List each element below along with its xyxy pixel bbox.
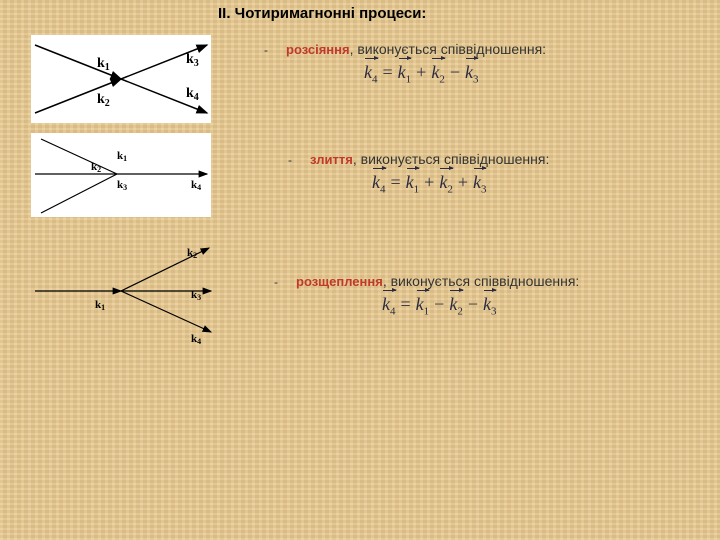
formula-op: − <box>434 294 445 314</box>
scattering-diagram <box>31 35 211 123</box>
vector-k4: $k_4$ <box>382 294 396 318</box>
formula-op: + <box>424 172 435 192</box>
label-k4: k4 <box>191 179 202 192</box>
slide-title: II. Чотиримагнонні процеси: <box>218 5 427 22</box>
vector-k3: $k_3$ <box>472 172 487 196</box>
vector-k4: $k_4$ <box>372 172 386 196</box>
vector-k2: $k_2$ <box>449 294 463 318</box>
list-dash: - <box>288 153 292 167</box>
label-k1: $k_1$ <box>97 56 110 73</box>
formula-op: + <box>457 172 468 192</box>
label-k2: $k_2$ <box>97 92 110 109</box>
formula-eq: = <box>400 294 411 314</box>
list-dash: - <box>274 275 278 289</box>
label-k2: k2 <box>187 247 198 260</box>
formula-splitting <box>382 294 496 318</box>
formula-op: + <box>416 62 427 82</box>
vector-k4: $k_4$ <box>364 62 378 86</box>
vector-k3: $k_3$ <box>464 62 479 86</box>
label-k3: k3 <box>191 289 202 302</box>
formula-merging <box>372 172 486 196</box>
splitting-diagram-svg <box>31 236 221 348</box>
scattering-diagram-svg <box>31 35 211 123</box>
label-k3: k3 <box>117 179 128 192</box>
list-dash: - <box>264 43 268 57</box>
vector-k1: $k_1$ <box>405 172 420 196</box>
formula-op: − <box>449 62 460 82</box>
vector-k3: $k_3$ <box>482 294 497 318</box>
label-k1: k1 <box>95 299 106 312</box>
wave-k3-line <box>41 174 117 213</box>
process-term: розщеплення <box>296 274 383 289</box>
process-description: , виконується співвідношення: <box>352 151 550 167</box>
process-scattering <box>264 41 546 59</box>
process-description: , виконується співвідношення: <box>382 273 580 289</box>
wave-k1-line <box>41 139 117 174</box>
label-k1: k1 <box>117 150 128 163</box>
vector-k1: $k_1$ <box>415 294 430 318</box>
merging-diagram-svg <box>31 133 211 217</box>
label-k2: k2 <box>91 161 102 174</box>
process-term: розсіяння <box>286 42 350 57</box>
formula-op: − <box>467 294 478 314</box>
merging-diagram <box>31 133 211 217</box>
formula-eq: = <box>390 172 401 192</box>
vector-k1: $k_1$ <box>397 62 412 86</box>
label-k4: k4 <box>191 333 202 346</box>
splitting-diagram <box>31 236 221 348</box>
process-description: , виконується співвідношення: <box>349 41 547 57</box>
vector-k2: $k_2$ <box>439 172 453 196</box>
process-term: злиття <box>310 152 353 167</box>
label-k3: $k_3$ <box>186 52 199 69</box>
formula-eq: = <box>382 62 393 82</box>
formula-scattering <box>364 62 478 86</box>
label-k4: $k_4$ <box>186 86 199 103</box>
vector-k2: $k_2$ <box>431 62 445 86</box>
